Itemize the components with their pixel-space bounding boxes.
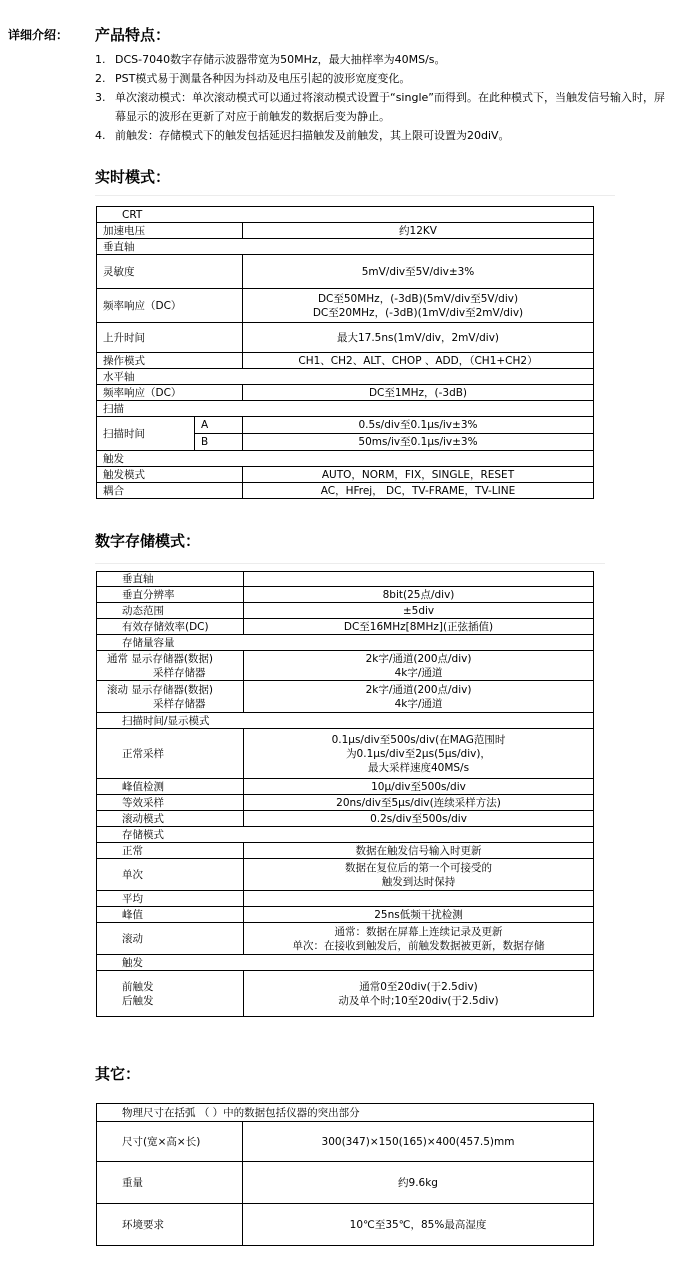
table-cell: 50ms/iv至0.1μs/iv±3% [243,434,594,451]
intro-label: 详细介绍： [8,28,69,42]
table-cell: 300(347)×150(165)×400(457.5)mm [243,1122,594,1162]
features-title: 产品特点： [95,26,171,44]
table-row: 水平轴 [97,369,594,385]
table-cell: 平均 [97,891,244,907]
digital-title: 数字存储模式： [95,532,201,550]
table-cell: DC至1MHz，(-3dB) [243,385,594,401]
other-table [96,1103,594,1246]
table-cell: 正常 [97,843,244,859]
table-cell: AC，HFrej， DC，TV-FRAME，TV-LINE [243,483,594,499]
table-cell: A [195,417,243,434]
table-row: 物理尺寸在括弧 （ ）中的数据包括仪器的突出部分 [97,1104,594,1122]
table-cell: 2k字/通道(200点/div) 4k字/通道 [244,681,594,713]
table-row: 垂直轴 [97,239,594,255]
table-cell: 滚动 显示存储器(数据) 采样存储器 [97,681,244,713]
table-cell: AUTO，NORM，FIX，SINGLE，RESET [243,467,594,483]
table-cell: 重量 [97,1162,243,1204]
table-cell: 8bit(25点/div) [244,587,594,603]
table-cell: 正常采样 [97,729,244,779]
table-cell: 耦合 [97,483,243,499]
table-cell: 操作模式 [97,353,243,369]
divider [95,563,605,564]
table-cell: 25ns低频干扰检测 [244,907,594,923]
table-cell: 灵敏度 [97,255,243,289]
table-cell [244,891,594,907]
table-row: CRT [97,207,594,223]
realtime-title: 实时模式： [95,168,171,186]
feature-item: 4. 前触发：存储模式下的触发包括延迟扫描触发及前触发，其上限可设置为20diV。 [95,129,510,142]
table-cell: 通常0至20div(于2.5div) 动及单个时;10至20div(于2.5div) [244,971,594,1017]
table-cell: 10℃至35℃，85%最高湿度 [243,1204,594,1246]
table-cell: 约12KV [243,223,594,239]
table-cell: ±5div [244,603,594,619]
table-row: 触发 [97,451,594,467]
table-cell: 20ns/div至5μs/div(连续采样方法) [244,795,594,811]
table-cell: 数据在触发信号输入时更新 [244,843,594,859]
table-row: 存储模式 [97,827,594,843]
table-row: 扫描 [97,401,594,417]
table-cell: 5mV/div至5V/div±3% [243,255,594,289]
table-cell: 0.2s/div至500s/div [244,811,594,827]
table-cell: 通常 显示存储器(数据) 采样存储器 [97,651,244,681]
table-cell: 上升时间 [97,323,243,353]
table-cell: 0.1μs/div至500s/div(在MAG范围时 为0.1μs/div至2μs(5μs/div)， 最大采样速度40MS/s [244,729,594,779]
table-cell: 等效采样 [97,795,244,811]
table-cell: 垂直分辨率 [97,587,244,603]
table-cell: 滚动 [97,923,244,955]
table-cell: 环境要求 [97,1204,243,1246]
feature-item: 2. PST模式易于测量各种因为抖动及电压引起的波形宽度变化。 [95,72,411,85]
table-cell: 垂直轴 [97,572,244,587]
table-cell: 约9.6kg [243,1162,594,1204]
table-cell: 10μ/div至500s/div [244,779,594,795]
table-cell: 前触发 后触发 [97,971,244,1017]
table-cell: 最大17.5ns(1mV/div，2mV/div) [243,323,594,353]
table-cell: DC至50MHz，(-3dB)(5mV/div至5V/div) DC至20MHz，(-3dB)(1mV/div至2mV/div) [243,289,594,323]
table-cell: 峰值检测 [97,779,244,795]
table-cell: CH1、CH2、ALT、CHOP 、ADD，（CH1+CH2） [243,353,594,369]
table-cell: 尺寸(宽×高×长) [97,1122,243,1162]
table-cell: 0.5s/div至0.1μs/iv±3% [243,417,594,434]
table-cell: 单次 [97,859,244,891]
table-cell: 数据在复位后的第一个可接受的 触发到达时保持 [244,859,594,891]
table-row: 触发 [97,955,594,971]
feature-item: 1. DCS-7040数字存储示波器带宽为50MHz，最大抽样率为40MS/s。 [95,53,446,66]
table-cell: DC至16MHz[8MHz](正弦插值) [244,619,594,635]
table-cell: 触发模式 [97,467,243,483]
digital-table [96,571,594,1017]
table-cell: 峰值 [97,907,244,923]
table-cell: 滚动模式 [97,811,244,827]
features-list [95,50,670,145]
divider [95,195,615,196]
feature-item: 3. 单次滚动模式：单次滚动模式可以通过将滚动模式设置于“single”而得到。在此种模式下，当触发信号输入时，屏幕显示的波形在更新了对应于前触发的数据后变为静止。 [95,91,665,123]
table-cell: B [195,434,243,451]
realtime-table [96,206,594,499]
table-cell: 通常：数据在屏幕上连续记录及更新 单次：在接收到触发后，前触发数据被更新，数据存储 [244,923,594,955]
other-title: 其它： [95,1065,141,1083]
table-cell: 频率响应（DC） [97,289,243,323]
table-cell: 2k字/通道(200点/div) 4k字/通道 [244,651,594,681]
table-row: 扫描时间/显示模式 [97,713,594,729]
table-cell: 加速电压 [97,223,243,239]
table-row: 存储量容量 [97,635,594,651]
table-cell: 频率响应（DC） [97,385,243,401]
table-cell: 扫描时间 [97,417,195,451]
table-cell: 动态范围 [97,603,244,619]
table-cell: 有效存储效率(DC) [97,619,244,635]
